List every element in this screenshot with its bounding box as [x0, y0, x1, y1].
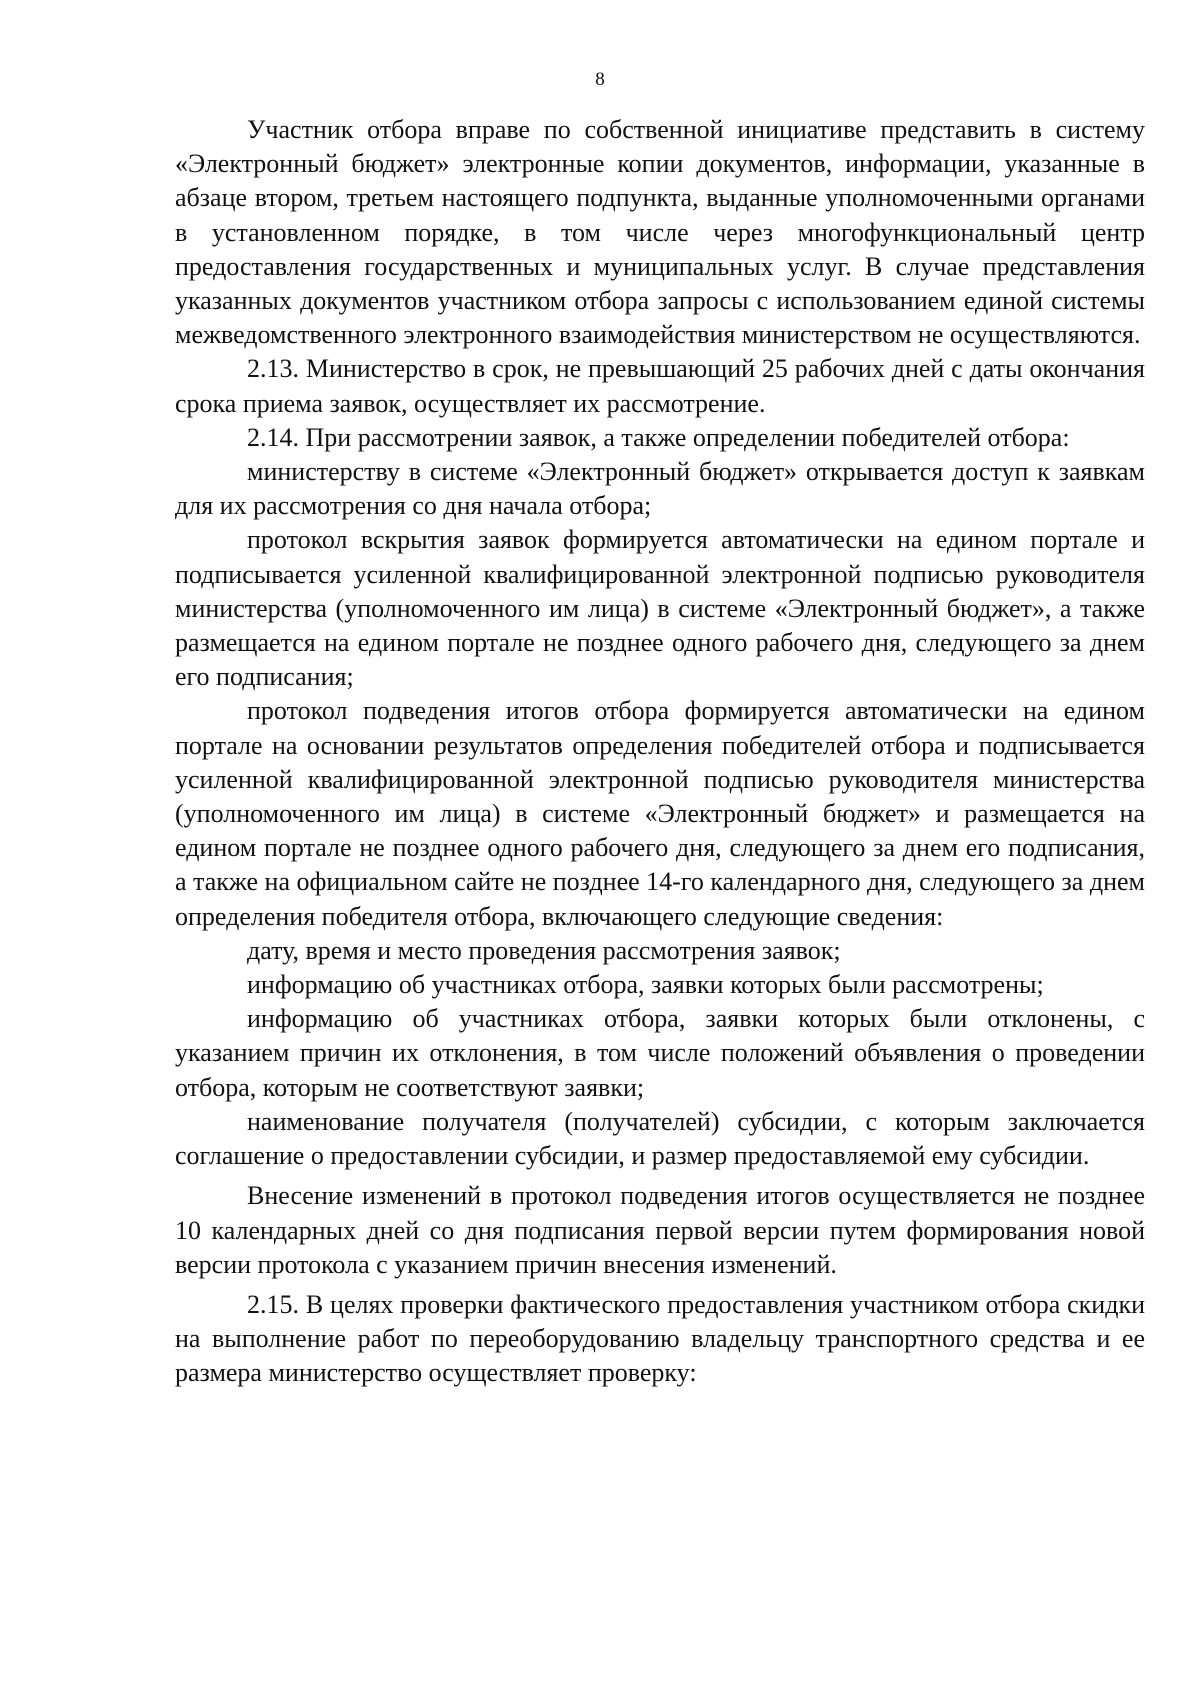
- paragraph-protocol-changes: Внесение изменений в протокол подведения итогов осуществляется не позднее 10 календарных дней со дня подписания первой версии путем формирования новой версии протокола с указанием причин внесения изменений.: [175, 1181, 1145, 1279]
- paragraph-date-time-place: дату, время и место проведения рассмотрения заявок;: [247, 935, 841, 965]
- paragraph-rejected-participants: информацию об участниках отбора, заявки которых были отклонены, с указанием причин их отклонения, в том числе положений объявления о проведении отбора, которым не соответствуют заявки;: [175, 1004, 1145, 1102]
- document-body: [175, 113, 1145, 1391]
- paragraph-2-13: 2.13. Министерство в срок, не превышающий 25 рабочих дней с даты окончания срока приема заявок, осуществляет их рассмотрение.: [175, 354, 1145, 418]
- paragraph-results-protocol: протокол подведения итогов отбора формируется автоматически на едином портале на основании результатов определения победителей отбора и подписывается усиленной квалифицированной электронной подписью руководителя министерства (уполномоченного им лица) в системе «Электронный бюджет» и размещается на едином портале не позднее одного рабочего дня, следующего за днем его подписания, а также на официальном сайте не позднее 14-го календарного дня, следующего за днем определения победителя отбора, включающего следующие сведения:: [175, 696, 1145, 931]
- paragraph-ministry-access: министерству в системе «Электронный бюджет» открывается доступ к заявкам для их рассмотрения со дня начала отбора;: [175, 457, 1145, 521]
- paragraph-recipient-name: наименование получателя (получателей) субсидии, с которым заключается соглашение о предоставлении субсидии, и размер предоставляемой ему субсидии.: [175, 1106, 1145, 1171]
- paragraph-participant-initiative: Участник отбора вправе по собственной инициативе представить в систему «Электронный бюджет» электронные копии документов, информации, указанные в абзаце втором, третьем настоящего подпункта, выданные уполномоченными органами в установленном порядке, в том числе через многофункциональный центр предоставления государственных и муниципальных услуг. В случае представления указанных документов участником отбора запросы с использованием единой системы межведомственного электронного взаимодействия министерством не осуществляются.: [175, 115, 1145, 350]
- paragraph-opening-protocol: протокол вскрытия заявок формируется автоматически на едином портале и подписывается усиленной квалифицированной электронной подписью руководителя министерства (уполномоченного им лица) в системе «Электронный бюджет», а также размещается на едином портале не позднее одного рабочего дня, следующего за днем его подписания;: [175, 525, 1145, 692]
- paragraph-2-15: 2.15. В целях проверки фактического предоставления участником отбора скидки на выполнение работ по переоборудованию владельцу транспортного средства и ее размера министерство осуществляет проверку:: [175, 1289, 1145, 1388]
- page-number: 8: [595, 69, 605, 90]
- paragraph-2-14: 2.14. При рассмотрении заявок, а также определении победителей отбора:: [247, 422, 1070, 452]
- paragraph-reviewed-participants: информацию об участниках отбора, заявки которых были рассмотрены;: [247, 970, 1044, 1000]
